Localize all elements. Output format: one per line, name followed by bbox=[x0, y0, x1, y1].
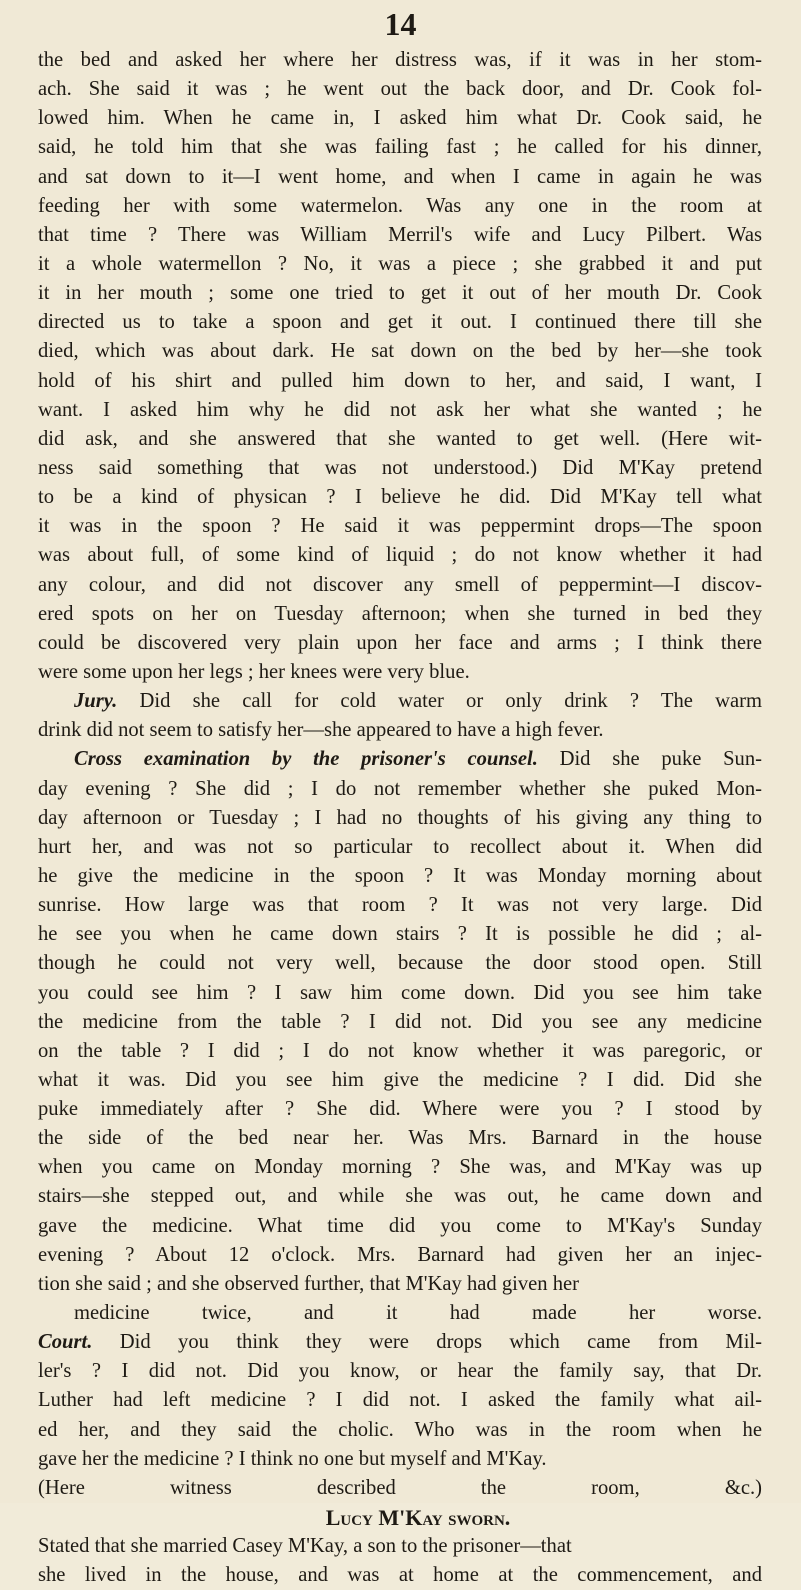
text-line: and sat down to it—I went home, and when I came in again he was bbox=[38, 165, 762, 188]
line-text: Did you think they were drops which came from Mil- bbox=[92, 1331, 762, 1354]
text-line: ach. She said it was ; he went out the back door, and Dr. Cook fol- bbox=[38, 78, 762, 101]
text-line: on the table ? I did ; I do not know whether it was paregoric, or bbox=[38, 1039, 762, 1062]
text-line: though he could not very well, because the door stood open. Still bbox=[38, 952, 762, 975]
text-line: did ask, and she answered that she wanted to get well. (Here wit- bbox=[38, 427, 762, 450]
text-line: puke immediately after ? She did. Where were you ? I stood by bbox=[38, 1098, 762, 1121]
text-line: that time ? There was William Merril's wife and Lucy Pilbert. Was bbox=[38, 223, 762, 246]
witness-heading: Lucy M'Kay sworn. bbox=[325, 1505, 511, 1531]
text-line: she lived in the house, and was at home at the commencement, and bbox=[38, 1564, 762, 1587]
text-line: Stated that she married Casey M'Kay, a son to the prisoner—that bbox=[38, 1535, 572, 1558]
text-line bbox=[38, 745, 762, 774]
text-line: medicine twice, and it had made her worse. bbox=[74, 1302, 762, 1325]
line-text: Did she call for cold water or only drink ? The warm bbox=[117, 690, 762, 713]
text-line: was about full, of some kind of liquid ; do not know whether it had bbox=[38, 544, 762, 567]
text-line: tion she said ; and she observed further, that M'Kay had given her bbox=[38, 1272, 580, 1295]
text-line: day afternoon or Tuesday ; I had no thoughts of his giving any thing to bbox=[38, 806, 762, 829]
text-line: you could see him ? I saw him come down. Did you see him take bbox=[38, 981, 762, 1004]
body-text bbox=[38, 46, 762, 1590]
text-line: any colour, and did not discover any smell of peppermint—I discov- bbox=[38, 573, 762, 596]
text-line: the side of the bed near her. Was Mrs. Barnard in the house bbox=[38, 1127, 762, 1150]
text-line: drink did not seem to satisfy her—she appeared to have a high fever. bbox=[38, 719, 604, 742]
text-line bbox=[38, 1328, 762, 1357]
text-line: could be discovered very plain upon her face and arms ; I think there bbox=[38, 631, 762, 654]
text-line: day evening ? She did ; I do not remember whether she puked Mon- bbox=[38, 777, 762, 800]
text-line: gave her the medicine ? I think no one but myself and M'Kay. bbox=[38, 1447, 547, 1470]
text-line: ed her, and they said the cholic. Who was in the room when he bbox=[38, 1418, 762, 1441]
text-line: evening ? About 12 o'clock. Mrs. Barnard had given her an injec- bbox=[38, 1243, 762, 1266]
text-line: when you came on Monday morning ? She was, and M'Kay was up bbox=[38, 1156, 762, 1179]
text-line: what it was. Did you see him give the medicine ? I did. Did she bbox=[38, 1068, 762, 1091]
speaker-label: Jury. bbox=[74, 690, 118, 713]
text-line: ler's ? I did not. Did you know, or hear the family say, that Dr. bbox=[38, 1360, 762, 1383]
text-line: feeding her with some watermelon. Was any one in the room at bbox=[38, 194, 762, 217]
text-line: it in her mouth ; some one tried to get it out of her mouth Dr. Cook bbox=[38, 282, 762, 305]
text-line: want. I asked him why he did not ask her what she wanted ; he bbox=[38, 398, 762, 421]
text-line: stairs—she stepped out, and while she was out, he came down and bbox=[38, 1185, 762, 1208]
text-line: gave the medicine. What time did you come to M'Kay's Sunday bbox=[38, 1214, 762, 1237]
text-line: sunrise. How large was that room ? It was not very large. Did bbox=[38, 894, 762, 917]
text-line: he give the medicine in the spoon ? It was Monday morning about bbox=[38, 864, 762, 887]
text-line: said, he told him that she was failing fast ; he called for his dinner, bbox=[38, 136, 762, 159]
text-line bbox=[38, 687, 762, 716]
text-line: it was in the spoon ? He said it was peppermint drops—The spoon bbox=[38, 515, 762, 538]
text-line: he see you when he came down stairs ? It is possible he did ; al- bbox=[38, 923, 762, 946]
text-line: ness said something that was not understood.) Did M'Kay pretend bbox=[38, 456, 762, 479]
page-number: 14 bbox=[384, 6, 417, 42]
text-line: died, which was about dark. He sat down on the bed by her—she took bbox=[38, 340, 762, 363]
text-line: the bed and asked her where her distress was, if it was in her stom- bbox=[38, 49, 762, 71]
line-text: Did she puke Sun- bbox=[537, 748, 762, 771]
text-line: it a whole watermellon ? No, it was a piece ; she grabbed it and put bbox=[38, 252, 762, 275]
text-line: ered spots on her on Tuesday afternoon; when she turned in bed they bbox=[38, 602, 762, 625]
text-line: hold of his shirt and pulled him down to her, and said, I want, I bbox=[38, 369, 762, 392]
text-line: lowed him. When he came in, I asked him what Dr. Cook said, he bbox=[38, 107, 762, 130]
speaker-label: Cross examination by the prisoner's counsel. bbox=[74, 748, 538, 771]
text-line: were some upon her legs ; her knees were very blue. bbox=[38, 660, 470, 683]
text-line: the medicine from the table ? I did not. Did you see any medicine bbox=[38, 1010, 762, 1033]
text-line: directed us to take a spoon and get it out. I continued there till she bbox=[38, 311, 762, 334]
text-line: (Here witness described the room, &c.) bbox=[38, 1476, 762, 1499]
speaker-label: Court. bbox=[38, 1331, 93, 1354]
text-line: Luther had left medicine ? I did not. I asked the family what ail- bbox=[38, 1389, 762, 1412]
text-line: hurt her, and was not so particular to recollect about it. When did bbox=[38, 835, 762, 858]
text-line: to be a kind of physican ? I believe he did. Did M'Kay tell what bbox=[38, 486, 762, 509]
